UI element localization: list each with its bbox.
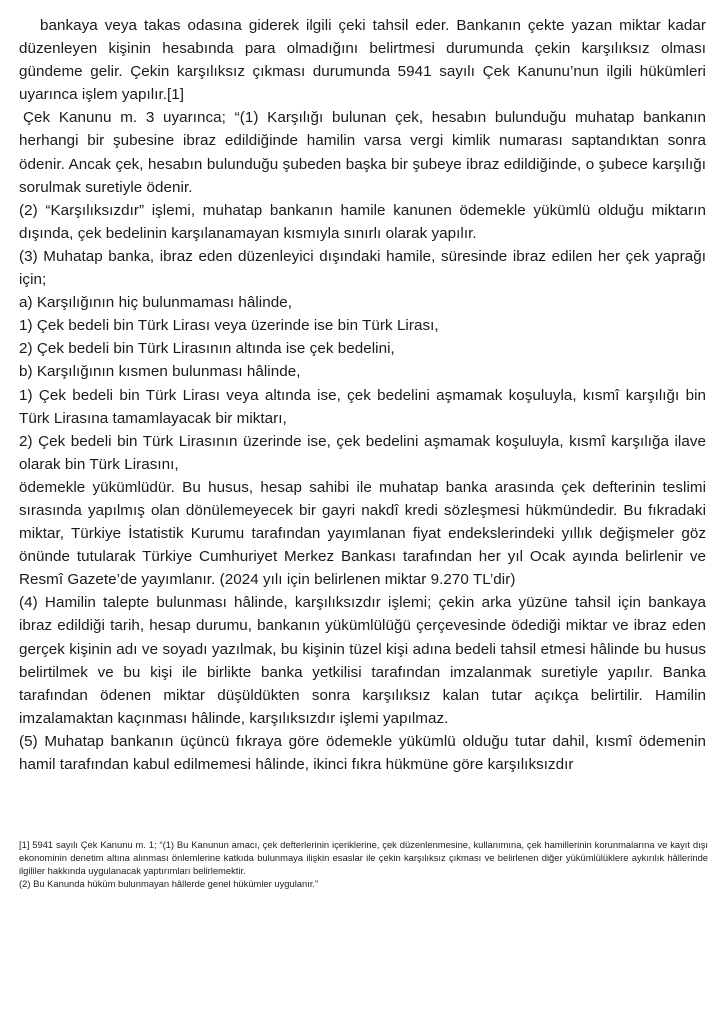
footnote-reference-1[interactable]: [1] [167,86,185,104]
paragraph-clause-3: (3) Muhatap banka, ibraz eden düzenleyici dışındaki hamile, süresinde ibraz edilen her çek yaprağı için; [19,247,706,289]
list-item-b-1: 1) Çek bedeli bin Türk Lirası veya altında ise, çek bedelini aşmamak koşuluyla, kısmî karşılığı bin Türk Lirasına tamamlayacak bir miktarı, [19,386,706,427]
paragraph-article-3-clause-1: Çek Kanunu m. 3 uyarınca; “(1) Karşılığı bulunan çek, hesabın bulunduğu muhatap bankanın herhangi bir şubesine ibraz edildiğinde hamilin varsa vergi kimlik numarası saptandıktan sonra ödenir. Ancak çek, hesabın bulunduğu şubeden başka bir şubeye ibraz edildiğinde, o şubece karşılığı sorulmak suretiyle ödenir. [19,109,706,196]
list-item-a: a) Karşılığının hiç bulunmaması hâlinde, [19,294,292,312]
document-body [19,14,706,776]
list-item-a-1: 1) Çek bedeli bin Türk Lirası veya üzerinde ise bin Türk Lirası, [19,317,439,335]
paragraph-text: bankaya veya takas odasına giderek ilgili çeki tahsil eder. Bankanın çekte yazan miktar kadar düzenleyen kişinin hesabında para olmadığını belirtmesi durumunda çekin karşılıksız olması gündeme gelir. Çekin karşılıksız çıkması durumunda 5941 sayılı Çek Kanunu’nun ilgili hükümleri uyarınca işlem yapılır. [19,17,706,104]
paragraph-clause-4: (4) Hamilin talepte bulunması hâlinde, karşılıksızdır işlemi; çekin arka yüzüne tahsil için bankaya ibraz edildiği tarih, hesap durumu, bankanın yükümlülüğü çerçevesinde ödediği miktar ve ibraz eden gerçek kişinin adı ve soyadı yazılmak, bu kişinin tüzel kişi adına bedeli tahsil etmesi hâlinde bu husus belirtilmek ve bu kişi ile birlikte banka yetkilisi tarafından imzalanmak suretiyle yapılır. Banka tarafından ödenen miktar düşüldükten sonra karşılıksız kalan tutar açıkça belirtilir. Hamilin imzalamaktan kaçınması hâlinde, karşılıksızdır işlemi yapılmaz. [19,594,706,727]
footnote-1: [1] 5941 sayılı Çek Kanunu m. 1; “(1) Bu Kanunun amacı, çek defterlerinin içeriklerine, çek düzenlenmesine, kullanımına, çek hamillerinin korunmalarına ve kayıt dışı ekonominin denetim altına alınması önlemlerine katkıda bulunmaya ilişkin esaslar ile çekin karşılıksız çıkması ve belirlenen diğer yükümlülüklere aykırılık hâllerinde ilgililer hakkında uygulanacak yaptırımları belirlemektir. [19,839,708,876]
footnotes [19,838,708,890]
footnote-1-continued: (2) Bu Kanunda hüküm bulunmayan hâllerde genel hükümler uygulanır.” [19,878,319,889]
paragraph-clause-2: (2) “Karşılıksızdır” işlemi, muhatap bankanın hamile kanunen ödemekle yükümlü olduğu miktarın dışında, çek bedelinin karşılanamayan kısmıyla sınırlı olarak yapılır. [19,201,706,242]
paragraph-clause-5: (5) Muhatap bankanın üçüncü fıkraya göre ödemekle yükümlü olduğu tutar dahil, kısmî ödemenin hamil tarafından kabul edilmemesi hâlinde, ikinci fıkra hükmüne göre karşılıksızdır [19,732,706,773]
paragraph-check-collection [19,14,706,106]
paragraph-obligation: ödemekle yükümlüdür. Bu husus, hesap sahibi ile muhatap banka arasında çek defterinin teslimi sırasında yapılmış olan dönülemeyecek bir gayri nakdî kredi sözleşmesi hükmündedir. Bu fıkradaki miktar, Türkiye İstatistik Kurumu tarafından yayımlanan fiyat endekslerindeki yıllık değişmeler göz önünde tutularak Türkiye Cumhuriyet Merkez Bankası tarafından her yıl Ocak ayında belirlenir ve Resmî Gazete’de yayımlanır. (2024 yılı için belirlenen miktar 9.270 TL’dir) [19,478,706,589]
list-item-a-2: 2) Çek bedeli bin Türk Lirasının altında ise çek bedelini, [19,340,395,358]
list-item-b: b) Karşılığının kısmen bulunması hâlinde, [19,363,301,381]
list-item-b-2: 2) Çek bedeli bin Türk Lirasının üzerinde ise, çek bedelini aşmamak koşuluyla, kısmî karşılığa ilave olarak bin Türk Lirasını, [19,432,706,473]
